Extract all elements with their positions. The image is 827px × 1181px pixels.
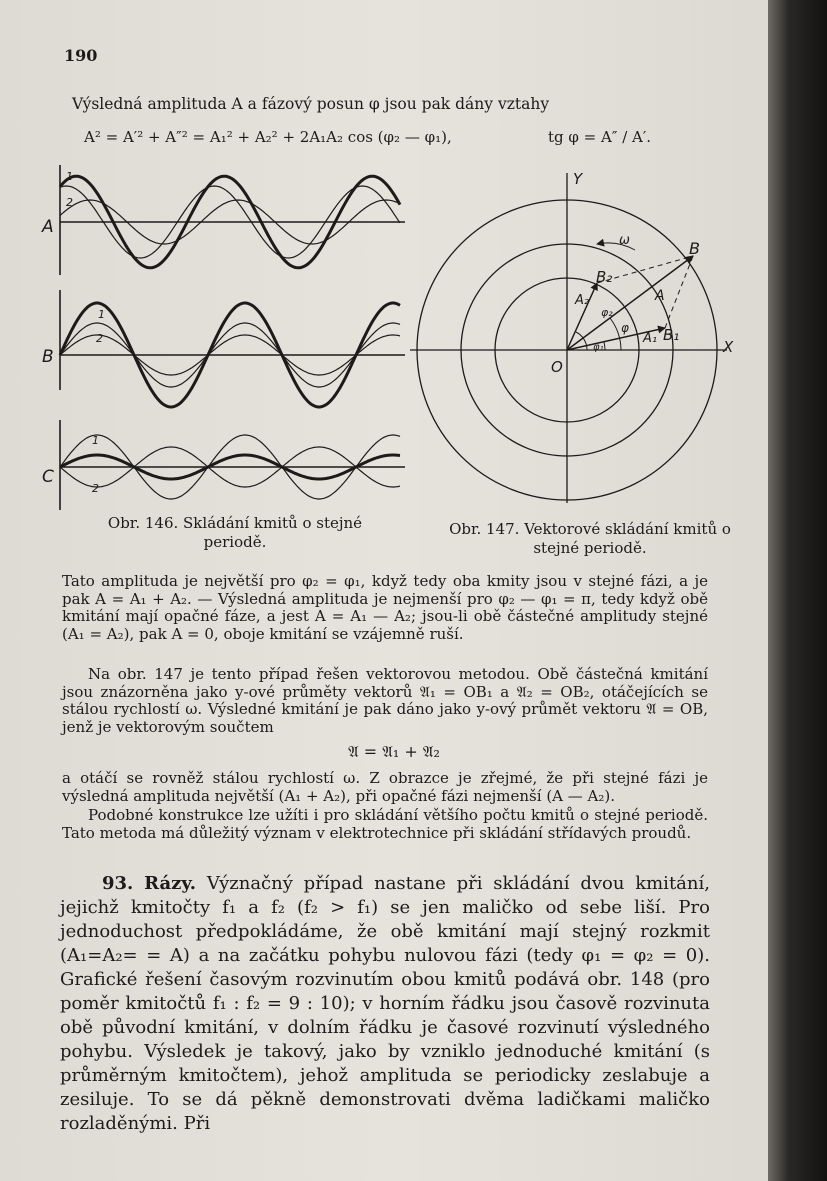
caption-146: Obr. 146. Skládání kmitů o stejné periodě. bbox=[107, 514, 363, 551]
arc-phi1 bbox=[604, 342, 605, 350]
caption-147: Obr. 147. Vektorové skládání kmitů o stejné periodě. bbox=[449, 520, 731, 557]
label-b2: B₂ bbox=[596, 268, 613, 286]
paragraph-1: Tato amplituda je největší pro φ₂ = φ₁, když tedy oba kmity jsou v stejné fázi, a je pak A = A₁ + A₂. — Výsledná amplituda je nejmenší pro φ₂ — φ₁ = π, tedy když obě kmitání mají opačné fáze, a jest A = A₁ — A₂; jsou-li obě částečné amplitudy stejné (A₁ = A₂), pak A = 0, oboje kmitání se vzájemně ruší. bbox=[62, 572, 708, 643]
label-b1: B₁ bbox=[663, 326, 680, 344]
curve-label-b1: 1 bbox=[98, 308, 105, 321]
section-text: Význačný případ nastane při skládání dvou kmitání, jejichž kmitočty f₁ a f₂ (f₂ > f₁) se jen maličko od sebe liší. Pro jednoduchost předpokládáme, že obě kmitání mají stejný rozkmit (A₁=A₂= = A) a na začátku pohybu nulovou fázi (tedy φ₁ = φ₂ = 0). Grafické řešení časovým rozvinutím obou kmitů podává obr. 148 (pro poměr kmitočtů f₁ : f₂ = 9 : 10); v horním řádku jsou časově rozvinuta obě původní kmitání, v dolním řádku je časové rozvinutí výsledného pohybu. Výsledek je takový, jako by vzniklo jednoduché kmitání (s průměrným kmitočtem), jehož amplituda se periodicky zeslabuje a zesiluje. To se dá pěkně demonstrovati dvěma ladičkami maličko rozladěnými. Při bbox=[60, 873, 710, 1134]
figure-147 bbox=[405, 168, 735, 508]
label-phi: φ bbox=[621, 321, 629, 335]
label-y: Y bbox=[573, 170, 583, 188]
label-omega: ω bbox=[619, 233, 630, 248]
book-spine bbox=[768, 0, 827, 1181]
curve-label-c2: 2 bbox=[92, 482, 99, 495]
curve-label-c1: 1 bbox=[92, 434, 99, 447]
label-a1: A₁ bbox=[643, 331, 658, 346]
arc-phi bbox=[610, 318, 621, 350]
label-phi2: φ₂ bbox=[601, 306, 613, 319]
section-93 bbox=[60, 872, 710, 1136]
label-o: O bbox=[551, 358, 563, 376]
panel-label-b: B bbox=[42, 347, 54, 367]
section-title: Rázy. bbox=[144, 873, 197, 894]
curve-label-b2: 2 bbox=[96, 332, 103, 345]
paragraph-3: a otáčí se rovněž stálou rychlostí ω. Z obrazce je zřejmé, že při stejné fázi je výsledná amplituda největší (A₁ + A₂), při opačné fázi nejmenší (A — A₂). bbox=[62, 769, 708, 805]
formula-tan: tg φ = A″ / A′. bbox=[548, 128, 652, 146]
label-b: B bbox=[689, 239, 700, 258]
label-phi1: φ₁ bbox=[593, 342, 604, 353]
label-a: A bbox=[655, 288, 665, 304]
paragraph-2: Na obr. 147 je tento případ řešen vektorovou metodou. Obě částečná kmitání jsou znázorněna jako y-ové průměty vektorů 𝔄₁ = OB₁ a 𝔄₂ = OB₂, otáčejících se stálou rychlostí ω. Výsledné kmitání je pak dáno jako y-ový průmět vektoru 𝔄 = OB, jenž je vektorovým součtem bbox=[62, 665, 708, 736]
panel-label-c: C bbox=[42, 467, 54, 487]
formula-main: A² = A′² + A″² = A₁² + A₂² + 2A₁A₂ cos (φ₂ — φ₁), bbox=[84, 128, 452, 146]
intro-line: Výsledná amplituda A a fázový posun φ jsou pak dány vztahy bbox=[72, 95, 550, 113]
label-a2: A₂ bbox=[575, 293, 590, 308]
page-number: 190 bbox=[64, 46, 98, 65]
figure-146 bbox=[30, 150, 410, 520]
formula-vector-sum: 𝔄 = 𝔄₁ + 𝔄₂ bbox=[348, 742, 440, 761]
curve-label-a1: 1 bbox=[66, 170, 73, 183]
panel-label-a: A bbox=[42, 217, 54, 237]
section-number: 93. bbox=[102, 873, 134, 894]
label-x: X bbox=[723, 338, 734, 356]
paragraph-4: Podobné konstrukce lze užíti i pro skládání většího počtu kmitů o stejné periodě. Tato metoda má důležitý význam v elektrotechnice při skládání střídavých proudů. bbox=[62, 806, 708, 842]
curve-label-a2: 2 bbox=[66, 196, 73, 209]
